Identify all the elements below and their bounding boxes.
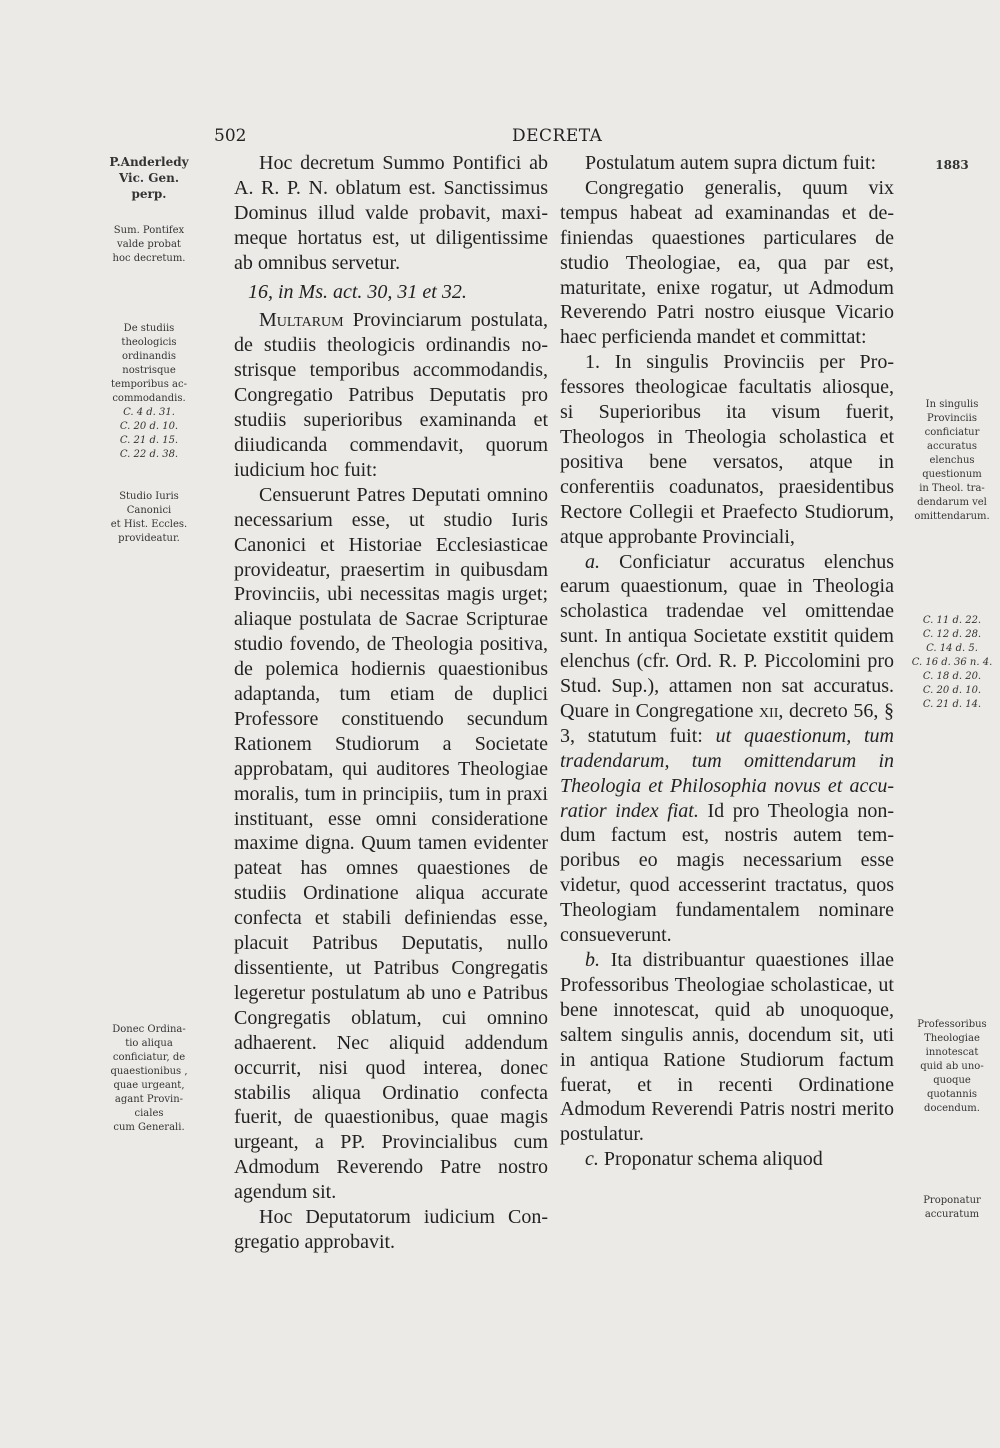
margin-note-line: quaestionibus , (110, 1066, 188, 1077)
margin-note-line: innotescat (925, 1047, 979, 1058)
paragraph (560, 550, 894, 949)
margin-note-professoribus (910, 1018, 994, 1116)
margin-note-line: tio aliqua (125, 1038, 173, 1049)
paragraph-text: Id pro Theologia nondum factum est, nostris autem temporibus eo magis necessarium esse videtur, quod accesserint tractatus, quos Theologiam fundamentalem nominare consueverunt. (560, 799, 894, 947)
margin-ref: C. 12 d. 28. (922, 629, 982, 640)
paragraph-text: Proponatur schema aliquod (598, 1148, 823, 1171)
margin-ref: C. 20 d. 10. (119, 421, 179, 432)
paragraph: Hoc decretum Summo Pontifici ab A. R. P. N. oblatum est. Sanctissimus Dominus illud valde probavit, maximeque hortatus est, ut diligentissime ab omnibus servetur. (234, 152, 548, 274)
paragraph: Hoc Deputatorum iudicium Congregatio approbavit. (234, 1206, 548, 1253)
paragraph (234, 308, 548, 482)
paragraph-text: Provinciarum postulata, de studiis theologicis ordinandis nostrisque temporibus accommodandis, Congregatio Patribus Deputatis pro studiis superioribus examinanda et diiudicanda commendavit, quorum iudicium hoc fuit: (234, 309, 548, 481)
margin-note-line: Provinciis (927, 413, 977, 424)
paragraph-text: Conficiatur accuratus elenchus earum quaestionum, quae in Theologia scholastica tradendae vel omittendae sunt. In antiqua Societate exstitit quidem elenchus (cfr. Ord. R. P. Piccolomini pro Stud. Sup.), attamen non sat accuratus. Quare in Congregatione (560, 550, 894, 722)
margin-note-line: quotannis (926, 1089, 978, 1100)
paragraph: Censuerunt Patres Deputati omnino necessarium esse, ut studio Iuris Canonici et Historiae Ecclesiasticae provideatur, praesertim in quibusdam Provinciis, ubi necessitas magis urget; aliaque postulata de Sacrae Scripturae studio fovendo, de Theologia positiva, de polemica hodiernis quaestionibus adaptanda, tum etiam de duplici Professore constituendo secundum Rationem Studiorum a Societate approbatam, qui auditores Theologiae moralis, tum in principiis, tum in praxi instituant, esse omni consideratione maxime digna. Quum tamen evidenter pateat has omnes quaestiones de studiis Ordinatione aliqua accurate confecta et stabili definiendas esse, placuit Patribus Deputatis, nullo dissentiente, ut Patribus Congregatis legeretur postulatum ab uno e Patribus Congregatis oblatum, cui omnino adhaerent. Nec aliquid addendum occurrit, nisi quod interea, donec stabilis aliqua Ordinatio confecta fuerit, de quaestionibus, quae magis urgeant, a PP. Provincialibus cum Admodum Reverendo Patre nostro agendum sit. (234, 483, 548, 1204)
margin-note-line: in Theol. tra- (919, 483, 985, 494)
margin-note-line: Professoribus (917, 1019, 987, 1030)
right-column (560, 151, 894, 1172)
margin-note-line: Canonici (126, 505, 172, 516)
margin-ref: C. 18 d. 20. (922, 671, 982, 682)
margin-note-line: valde probat (117, 239, 181, 250)
margin-note-line: docendum. (924, 1103, 980, 1114)
section-heading: 16, in Ms. act. 30, 31 et 32. (248, 280, 467, 303)
margin-author (86, 154, 212, 202)
margin-note-line: questionum (922, 469, 982, 480)
margin-note-singulis (910, 398, 994, 524)
margin-note-line: commodandis. (112, 393, 186, 404)
paragraph-text: , decreto 56, § 3, statutum fuit: (560, 699, 894, 747)
margin-note-proponatur (910, 1194, 994, 1222)
margin-note-studiis (86, 322, 212, 462)
margin-note-line: accuratus (927, 441, 977, 452)
margin-ref: C. 21 d. 14. (922, 699, 982, 710)
margin-note-line: In singulis (925, 399, 979, 410)
margin-author-line: P.Anderledy (109, 155, 189, 169)
margin-refs-right (910, 614, 994, 712)
margin-author-line: Vic. Gen. (118, 171, 180, 185)
margin-ref: C. 11 d. 22. (922, 615, 982, 626)
margin-note-line: dendarum vel (917, 497, 987, 508)
margin-note-line: quae urgeant, (113, 1080, 185, 1091)
margin-note-line: temporibus ac- (111, 379, 187, 390)
margin-note-line: conficiatur, de (112, 1052, 186, 1063)
paragraph (560, 948, 894, 1147)
paragraph (560, 1147, 894, 1172)
running-head: DECRETA (512, 126, 603, 146)
margin-note-donec (86, 1023, 212, 1135)
item-letter: c. (585, 1148, 599, 1171)
margin-note-line: quoque (933, 1075, 971, 1086)
margin-note-line: omittendarum. (914, 511, 990, 522)
paragraph: 1. In singulis Provinciis per Professores theologicae facultatis aliosque, si Superioribus ita visum fuerit, Theologos in Theologia scholastica et positiva bene versatos, atque in conferentiis coadunatos, praesidentibus Rectore Collegii et Praefecto Studiorum, atque approbante Provinciali, (560, 351, 894, 548)
item-letter: a. (585, 550, 600, 573)
margin-note-line: ciales (134, 1108, 164, 1119)
margin-ref: C. 16 d. 36 n. 4. (911, 657, 993, 668)
margin-note-line: Proponatur (923, 1195, 981, 1206)
margin-ref: C. 20 d. 10. (922, 685, 982, 696)
margin-note-line: provideatur. (118, 533, 180, 544)
margin-ref: C. 22 d. 38. (119, 449, 179, 460)
margin-note-iuris (86, 490, 212, 546)
margin-note-line: cum Generali. (113, 1122, 185, 1133)
margin-note-pontifex (86, 224, 212, 266)
margin-note-line: Studio Iuris (119, 491, 179, 502)
item-letter: b. (585, 949, 600, 971)
margin-note-line: Theologiae (924, 1033, 980, 1044)
margin-ref: C. 21 d. 15. (119, 435, 179, 446)
margin-note-line: et Hist. Eccles. (110, 519, 188, 530)
margin-note-line: conficiatur (924, 427, 980, 438)
paragraph-text: Ita distribuantur quaestiones illae Professoribus Theologiae scholasticae, ut bene innotescat, quid ab unoquoque, saltem singulis annis, docendum sit, uti in antiqua Ratione Studiorum factum fuerat, et in recenti Ordinatione Admodum Reverendi Patris nostri merito postulatur. (560, 949, 894, 1146)
paragraph-lead: Multarum (259, 309, 344, 332)
margin-note-line: quid ab uno- (920, 1061, 984, 1072)
margin-note-line: Donec Ordina- (112, 1024, 186, 1035)
left-column (234, 151, 548, 1255)
paragraph: Postulatum autem supra dictum fuit: (585, 152, 877, 174)
margin-ref: C. 4 d. 31. (123, 407, 175, 418)
margin-note-line: elenchus (929, 455, 975, 466)
margin-note-line: ordinandis (122, 351, 176, 362)
margin-author-line: perp. (131, 187, 167, 201)
margin-note-line: nostrisque (122, 365, 176, 376)
margin-ref: C. 14 d. 5. (926, 643, 978, 654)
margin-note-line: hoc decretum. (112, 253, 186, 264)
margin-year: 1883 (935, 158, 969, 172)
margin-note-line: accuratum (924, 1209, 980, 1220)
quotation: ut quaestionum, tum tradendarum, tum omittendarum in Theologia et Philosophia novus et accuratior index fiat. (560, 724, 894, 822)
paragraph: Congregatio generalis, quum vix tempus habeat ad examinandas et definiendas quaestiones particulares de studio Theologiae, ea, qua par est, maturitate, enixe rogatur, ut Admodum Reverendo Patri nostro eiusque Vicario haec perficienda mandet et committat: (560, 176, 894, 349)
margin-note-line: theologicis (121, 337, 177, 348)
margin-note-line: Sum. Pontifex (113, 225, 185, 236)
margin-note-line: agant Provin- (114, 1094, 184, 1105)
page-number: 502 (214, 126, 247, 146)
margin-note-line: De studiis (123, 323, 175, 334)
roman-numeral: xii (758, 699, 779, 722)
